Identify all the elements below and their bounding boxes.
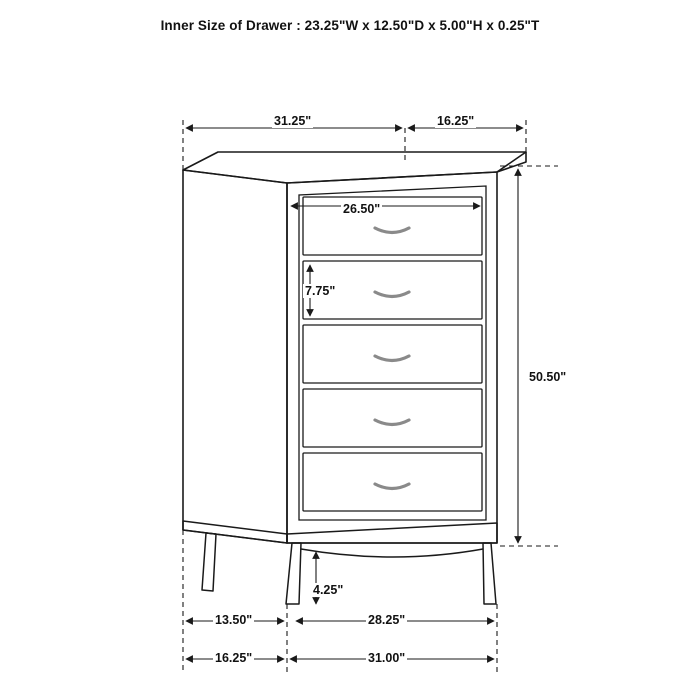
label-base-width-outer: 31.00" xyxy=(368,651,406,665)
label-side-depth-top: 16.25" xyxy=(437,114,475,128)
label-drawer-face-width: 26.50" xyxy=(343,202,381,216)
extension-line-group-right xyxy=(500,166,558,546)
drawer-opening-frame xyxy=(299,186,486,520)
drawer-handles xyxy=(375,228,409,489)
label-base-depth: 13.50" xyxy=(215,613,253,627)
label-drawer-face-height: 7.75" xyxy=(305,284,336,298)
page-title: Inner Size of Drawer : 23.25"W x 12.50"D x 5.00"H x 0.25"T xyxy=(160,18,540,33)
label-front-width-top: 31.25" xyxy=(274,114,312,128)
label-leg-height: 4.25" xyxy=(313,583,344,597)
label-foot-depth: 16.25" xyxy=(215,651,253,665)
drawer-faces xyxy=(303,197,482,511)
label-total-height: 50.50" xyxy=(529,370,567,384)
label-base-width-inner: 28.25" xyxy=(368,613,406,627)
